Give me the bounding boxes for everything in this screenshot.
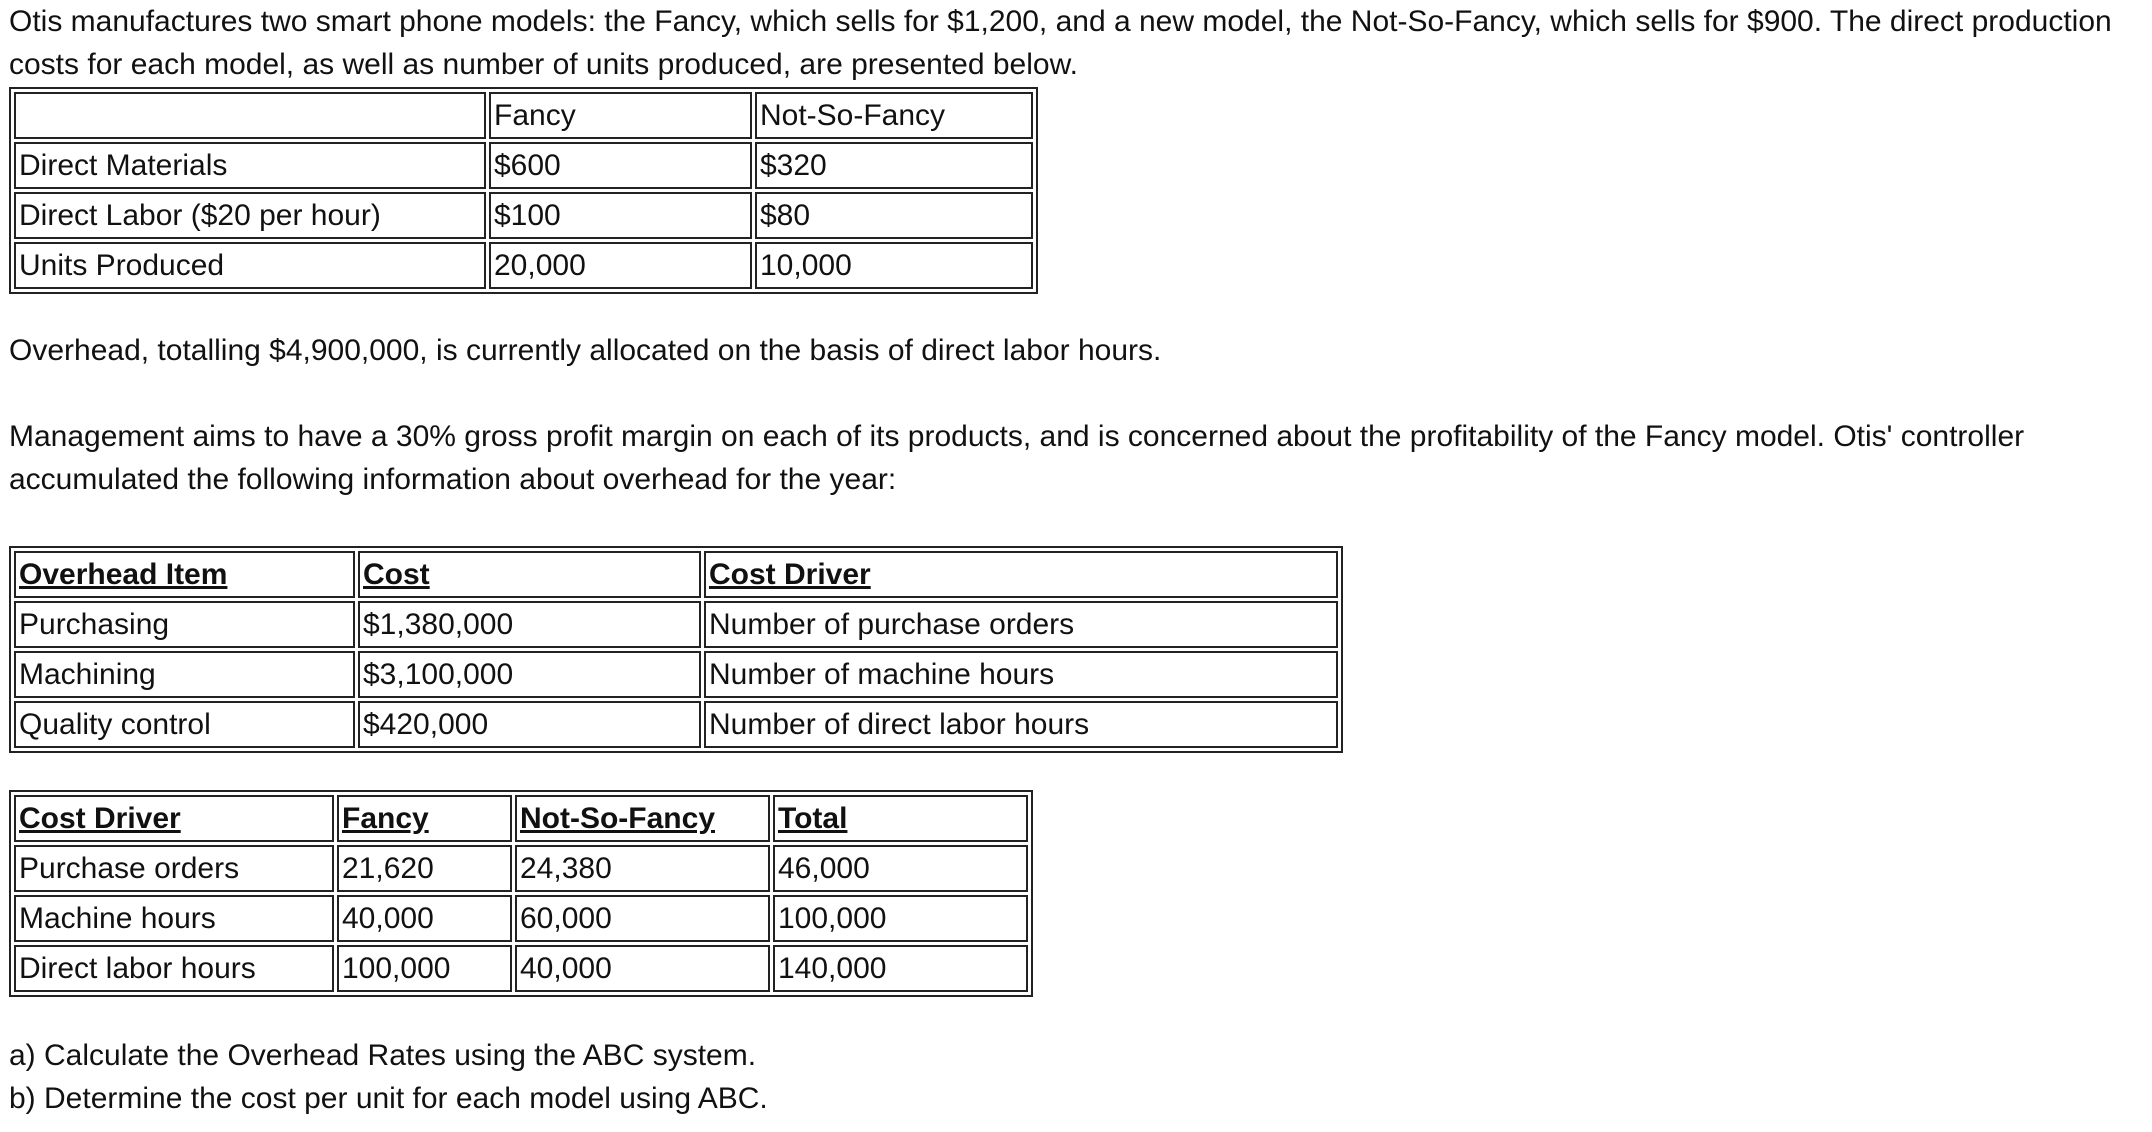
table-cell: 100,000 (337, 945, 512, 992)
table-row (14, 651, 1338, 698)
table-cell: Quality control (14, 701, 355, 748)
question-b: b) Determine the cost per unit for each model using ABC. (9, 1082, 768, 1115)
table-header-cell: Not-So-Fancy (515, 795, 770, 842)
table-cell: Purchase orders (14, 845, 334, 892)
table-cell: Units Produced (14, 242, 486, 289)
table-cell: 60,000 (515, 895, 770, 942)
table-row (14, 701, 1338, 748)
table-row (14, 845, 1028, 892)
table-cell: 20,000 (489, 242, 752, 289)
table-header-row (14, 551, 1338, 598)
questions-block (9, 1034, 2139, 1120)
table-cell: Number of purchase orders (704, 601, 1338, 648)
table-header-cell: Total (773, 795, 1028, 842)
table-cell: 40,000 (515, 945, 770, 992)
table-cell: $100 (489, 192, 752, 239)
table-header-row (14, 795, 1028, 842)
table-cell: $320 (755, 142, 1033, 189)
table-cell: 140,000 (773, 945, 1028, 992)
production-cost-table (9, 87, 1038, 294)
table-header-cell: Cost Driver (704, 551, 1338, 598)
table-header-cell: Not-So-Fancy (755, 92, 1033, 139)
table-header-cell: Cost Driver (14, 795, 334, 842)
management-paragraph: Management aims to have a 30% gross profit margin on each of its products, and is concerned about the profitability of the Fancy model. Otis' controller accumulated the following information about overhead for the year: (9, 420, 2025, 496)
table-cell: 21,620 (337, 845, 512, 892)
overhead-items-table (9, 546, 1343, 753)
table-cell: 24,380 (515, 845, 770, 892)
table-row (14, 945, 1028, 992)
table-header-cell (14, 92, 486, 139)
table-cell: $80 (755, 192, 1033, 239)
overhead-paragraph: Overhead, totalling $4,900,000, is currently allocated on the basis of direct labor hours. (9, 334, 1162, 367)
table-header-cell: Fancy (337, 795, 512, 842)
table-row (14, 192, 1033, 239)
table-cell: Machine hours (14, 895, 334, 942)
table-cell: Number of direct labor hours (704, 701, 1338, 748)
table-cell: 10,000 (755, 242, 1033, 289)
table-cell: $3,100,000 (358, 651, 701, 698)
table-cell: Direct Materials (14, 142, 486, 189)
table-row (14, 142, 1033, 189)
table-header-row (14, 92, 1033, 139)
table-cell: 100,000 (773, 895, 1028, 942)
cost-driver-table (9, 790, 1033, 997)
table-header-cell: Overhead Item (14, 551, 355, 598)
table-cell: $600 (489, 142, 752, 189)
table-cell: 46,000 (773, 845, 1028, 892)
intro-paragraph: Otis manufactures two smart phone models: the Fancy, which sells for $1,200, and a new model, the Not-So-Fancy, which sells for $900. The direct production costs for each model, as well as number of units produced, are presented below. (9, 5, 2112, 81)
table-row (14, 601, 1338, 648)
table-cell: $1,380,000 (358, 601, 701, 648)
table-header-cell: Fancy (489, 92, 752, 139)
table-row (14, 242, 1033, 289)
table-cell: Direct Labor ($20 per hour) (14, 192, 486, 239)
table-row (14, 895, 1028, 942)
question-a: a) Calculate the Overhead Rates using the ABC system. (9, 1039, 757, 1072)
table-cell: Direct labor hours (14, 945, 334, 992)
table-cell: $420,000 (358, 701, 701, 748)
table-cell: Machining (14, 651, 355, 698)
table-cell: 40,000 (337, 895, 512, 942)
table-cell: Number of machine hours (704, 651, 1338, 698)
table-header-cell: Cost (358, 551, 701, 598)
table-cell: Purchasing (14, 601, 355, 648)
